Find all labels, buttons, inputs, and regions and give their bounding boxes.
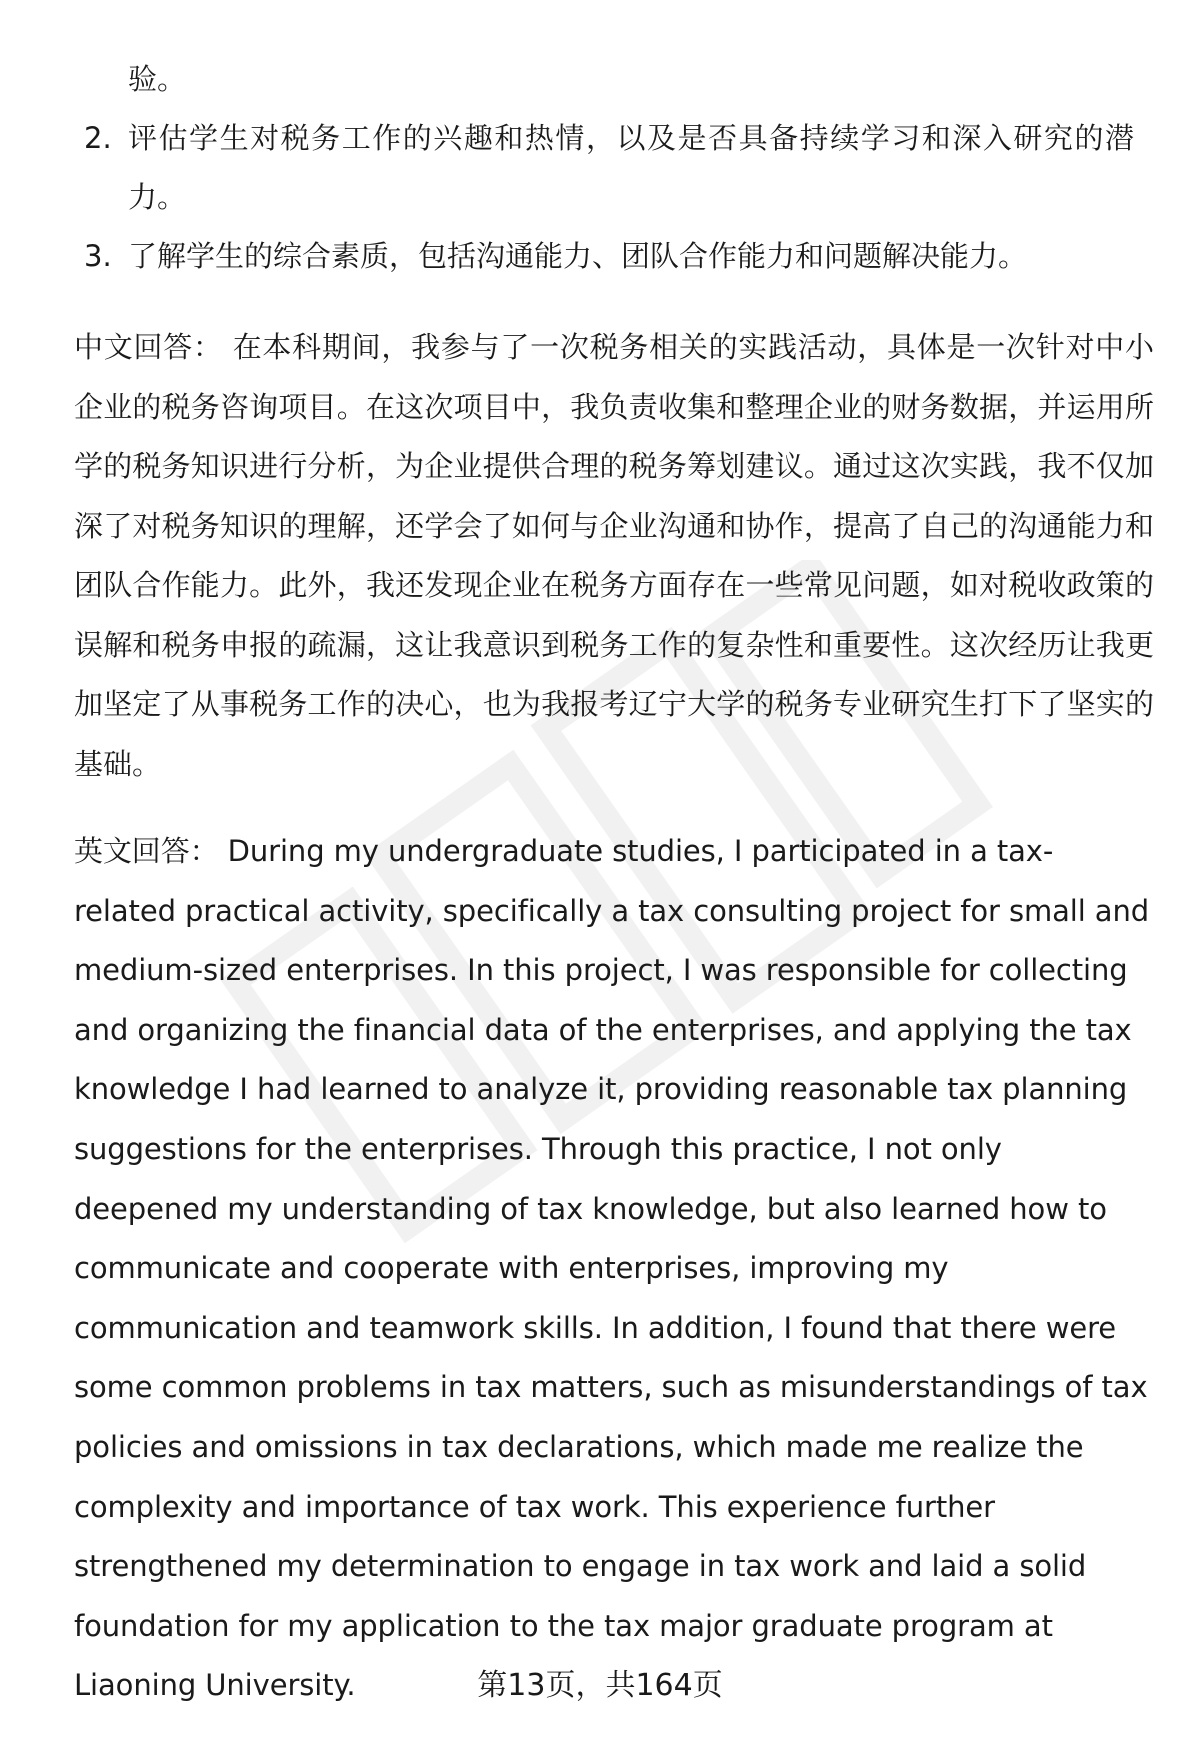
list-item: [74, 109, 1134, 227]
list-item-continuation: [74, 50, 1134, 109]
page-number: 第13页，共164页: [477, 1668, 723, 1703]
english-answer-label: 英文回答：: [74, 834, 219, 868]
list-item-text: 了解学生的综合素质，包括沟通能力、团队合作能力和问题解决能力。: [128, 239, 1028, 273]
chinese-answer-paragraph: [74, 318, 1154, 794]
chinese-answer-label: 中文回答：: [74, 330, 223, 364]
criteria-list: [74, 50, 1134, 286]
chinese-answer-text: 在本科期间，我参与了一次税务相关的实践活动，具体是一次针对中小企业的税务咨询项目。在这次项目中，我负责收集和整理企业的财务数据，并运用所学的税务知识进行分析，为企业提供合理的税务筹划建议。通过这次实践，我不仅加深了对税务知识的理解，还学会了如何与企业沟通和协作，提高了自己的沟通能力和团队合作能力。此外，我还发现企业在税务方面存在一些常见问题，如对税收政策的误解和税务申报的疏漏，这让我意识到税务工作的复杂性和重要性。这次经历让我更加坚定了从事税务工作的决心，也为我报考辽宁大学的税务专业研究生打下了坚实的基础。: [74, 330, 1154, 781]
list-item: [74, 227, 1134, 286]
list-item-text: 评估学生对税务工作的兴趣和热情，以及是否具备持续学习和深入研究的潜力。: [128, 121, 1134, 214]
list-item-text: 验。: [128, 62, 187, 96]
list-item-number: 3.: [84, 239, 112, 273]
list-item-number: 2.: [84, 121, 112, 155]
english-answer-paragraph: [74, 822, 1154, 1716]
english-answer-text: During my undergraduate studies, I participated in a tax-related practical activity, specifically a tax consulting project for small and medium-sized enterprises. In this project, I was responsible for collecting and organizing the financial data of the enterprises, and applying the tax knowledge I had learned to analyze it, providing reasonable tax planning suggestions for the enterprises. Through this practice, I not only deepened my understanding of tax knowledge, but also learned how to communicate and cooperate with enterprises, improving my communication and teamwork skills. In addition, I found that there were some common problems in tax matters, such as misunderstandings of tax policies and omissions in tax declarations, which made me realize the complexity and importance of tax work. This experience further strengthened my determination to engage in tax work and laid a solid foundation for my application to the tax major graduate program at Liaoning University.: [74, 834, 1150, 1703]
